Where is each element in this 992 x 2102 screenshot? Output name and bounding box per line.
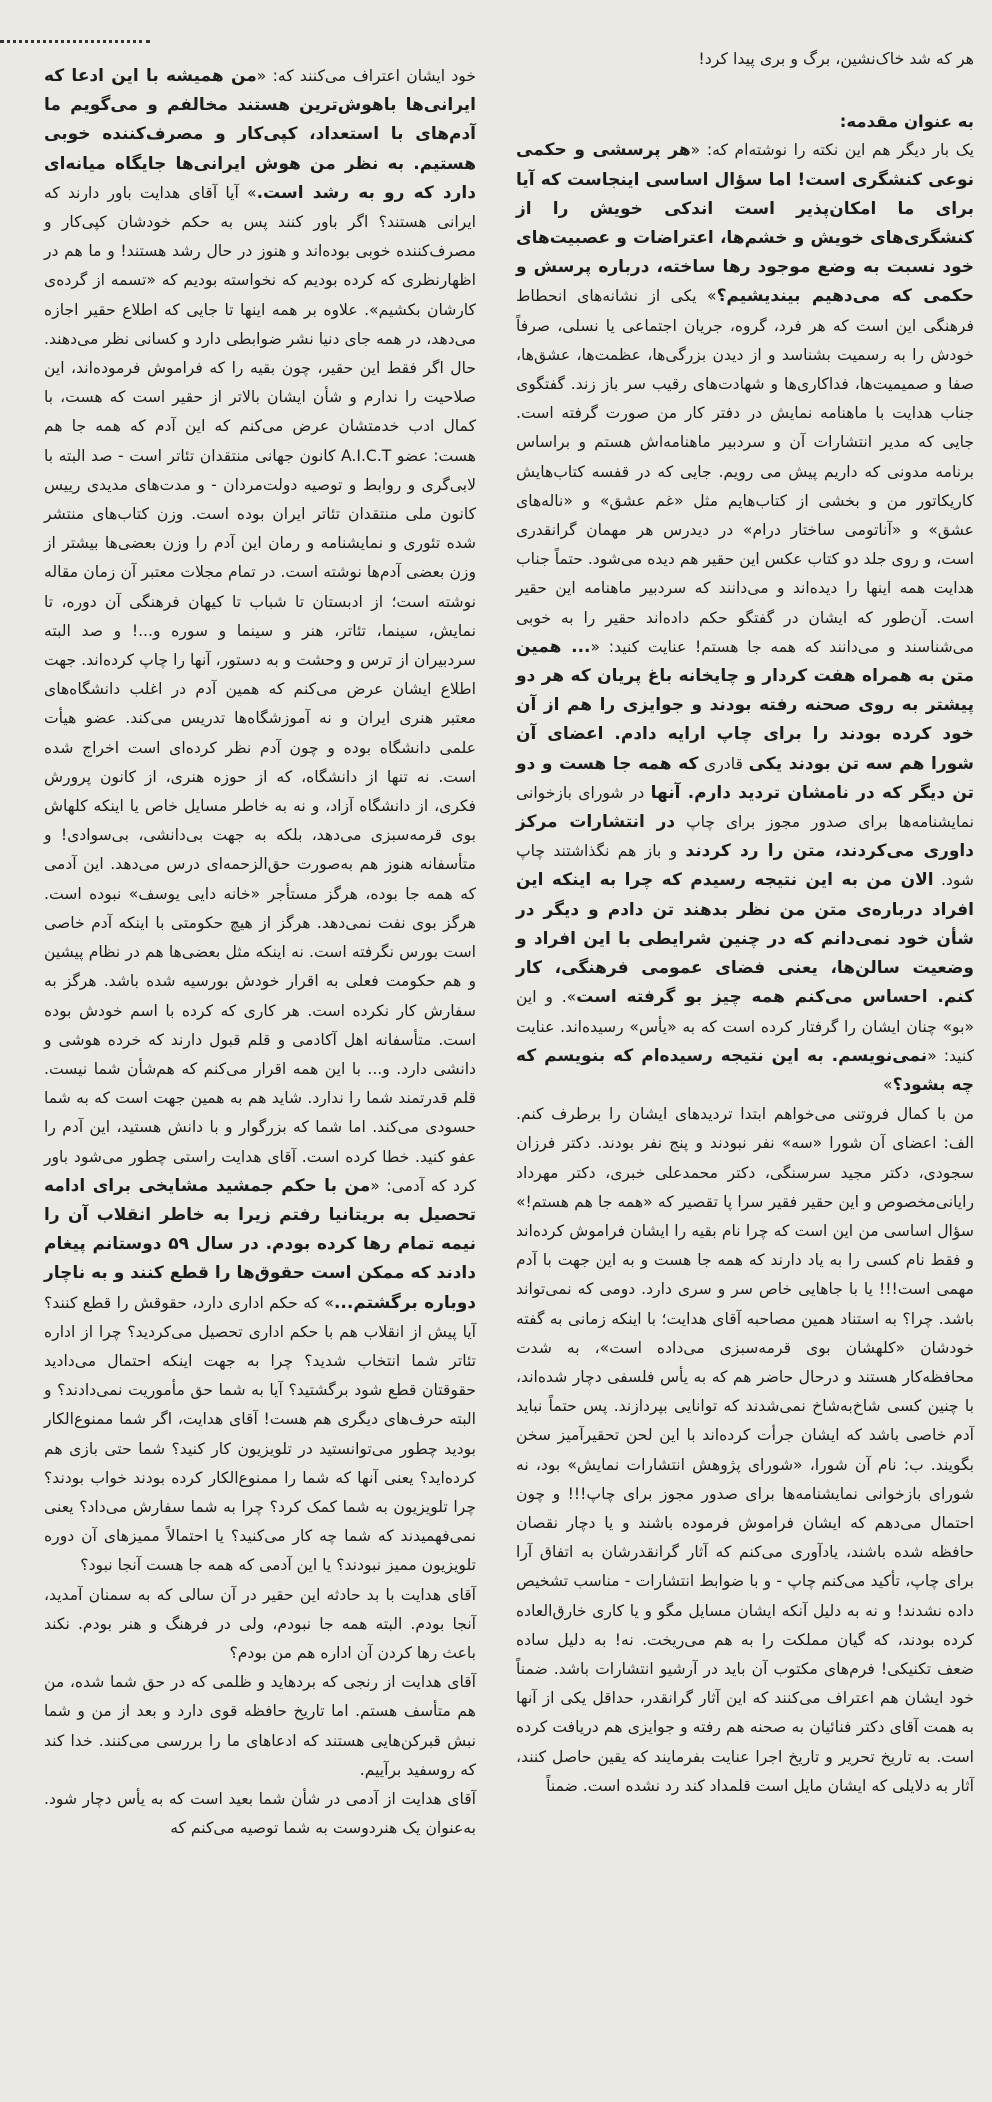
right-paragraph-2: من با کمال فروتنی می‌خواهم ابتدا تردیدهای ایشان را برطرف کنم. الف: اعضای آن شورا «سه» نفر نبودند و پنج نفر بودند. دکتر فرزان سجودی، دکتر مجید سرسنگی، دکتر محمدعلی خبری، دکتر مهرداد رایانی‌مخصوص و این حقیر فقیر سرا پا تقصیر که «همه جا هم هستم!» سؤال اساسی من این است که چرا نام بقیه را ایشان فراموش کرده‌اند و فقط نام کسی را به یاد دارند که همه جا هست و به این جهت با آدم مهمی است!!! یا با جاهایی خاص سر و سری دارد. دومی که نمی‌تواند باشد. چرا؟ به استناد همین مصاحبه آقای هدایت؛ با اینکه زمانی به گفته خودشان «کلهشان بوی قرمه‌سبزی می‌داده است»، به شدت محافظه‌کار هستند و درحال حاضر هم که به یأس فلسفی دچار شده‌اند، با چنین کسی شاخ‌به‌شاخ نمی‌شدند که توانایی بپردازند. پس حتماً نباید آدم خاصی باشد که ایشان جرأت کرده‌اند با این لحن تحقیرآمیز سخن بگویند. ب: نام آن شورا، «شورای پژوهش انتشارات نمایش» بود، نه شورای بازخوانی نمایشنامه‌ها برای صدور مجوز برای چاپ!!! و چون احتمال می‌دهم که ایشان فراموش فرموده باشند و یا دچار نقصان حافظه شده باشند، یادآوری می‌کنم که آثار گرانقدرشان به اتفاق آرا برای چاپ، تأکید می‌کنم چاپ - و با ضوابط انتشارات - مناسب تشخیص داده نشدند! و نه به دلیل آنکه ایشان مسایل مگو و یا کاری خارق‌العاده کرده بودند، که گیان مملکت را به هم می‌ریخت. نه! به دلیل ساده ضعف تکنیکی! فرم‌های مکتوب آن باید در آرشیو انتشارات باشد. ضمناً خود ایشان هم اعتراف می‌کنند که این آثار گرانقدر، حداقل یکی از آنها به همت آقای دکتر فنائیان به صحنه هم رفته و جوایزی هم دریافت کرده است. به تاریخ تحریر و تاریخ اجرا عنایت بفرمایند که یقین حاصل کنند، آثار به دلایلی که ایشان مایل است قلمداد کند رد نشده است. ضمناً <box>516 1105 974 1795</box>
right-paragraph-1 <box>516 136 974 1100</box>
text-run: » یکی از نشانه‌های انحطاط فرهنگی این است که هر فرد، گروه، جریان اجتماعی یا نسلی، صرفاً خودش را به رسمیت بشناسد و از دیدن بزرگی‌ها، عظمت‌ها، عشق‌ها، صفا و صمیمیت‌ها، فداکاری‌ها و شهادت‌های رقیب سر باز زند. گفتگوی جناب هدایت با ماهنامه نمایش در دفتر کار من صورت گرفته است. جایی که مدیر انتشارات آن و سردبیر ماهنامه‌اش هستم و براساس برنامه مدونی که داریم پیش می رویم. جایی که در قفسه کتاب‌هایش کاریکاتور من و بخشی از کتاب‌هایم مثل «غم عشق» و «ناله‌های عشق» و «آناتومی ساختار درام» در دیدرس هر مهمان گرانقدری است، و روی جلد دو کتاب عکس این حقیر هم دیده می‌شود. حتماً جناب هدایت همه اینها را دیده‌اند و می‌دانند که سردبیر ماهنامه این حقیر است. آن‌طور که ایشان در گفتگو حکم داده‌اند حقیر را به خوبی می‌شناسند و می‌دانند که همه جا هستم! عنایت کنید: « <box>516 287 974 656</box>
bold-run: که همه جا هست و دو تن دیگر که در نامشان تردید دارم. آنها <box>516 753 975 803</box>
text-run: و باز هم نگذاشتند چاپ شود. <box>516 842 974 890</box>
left-paragraph-1 <box>44 62 476 1581</box>
text-run: ». و این «بو» چنان ایشان را گرفتار کرده است که به «یأس» رسیده‌اند. عنایت کنید: « <box>516 988 974 1065</box>
bold-run: ... همین متن به همراه هفت کردار و چایخانه باغ پریان که هر دو پیشتر به روی صحنه رفته بودند و جوایزی را هم از آن خود کرده بودند را برای چاپ ارایه دادم. اعضای آن شورا هم سه تن بودند یکی <box>516 636 974 774</box>
bold-run: من با حکم جمشید مشایخی برای ادامه تحصیل به بریتانیا رفتم زیرا به خاطر انقلاب آن را نیمه تمام رها کرده بودم. در سال ۵۹ دوستانم پیغام دادند که ممکن است حقوق‌ها را قطع کنند و به ناچار دوباره برگشتم... <box>44 1175 476 1313</box>
bold-run: الان من به این نتیجه رسیدم که چرا به اینکه این افراد درباره‌ی متن من نظر بدهند تن دادم و دیگر در شأن خود نمی‌دانم که در چنین شرایطی با این افراد و وضعیت سالن‌ها، یعنی فضای عمومی فرهنگی، کار کنم. احساس می‌کنم همه چیز بو گرفته است <box>516 870 974 1008</box>
bold-run: نمی‌نویسم. به این نتیجه رسیده‌ام که بنویسم که چه بشود؟ <box>516 1045 974 1095</box>
text-run: خود ایشان اعتراف می‌کنند که: « <box>256 67 476 85</box>
text-run: در شورای بازخوانی نمایشنامه‌ها برای صدور مجوز برای چاپ <box>516 783 974 832</box>
left-paragraph-4: آقای هدایت از آدمی در شأن شما بعید است که به یأس دچار شود. به‌عنوان یک هنردوست به شما توصیه می‌کنم که <box>44 1789 476 1838</box>
section-heading: به عنوان مقدمه: <box>839 112 974 132</box>
text-run: » <box>883 1075 893 1094</box>
right-column <box>516 0 974 2102</box>
text-run: یک بار دیگر هم این نکته را نوشته‌ام که: « <box>690 141 974 160</box>
bold-run: من همیشه با این ادعا که ایرانی‌ها باهوش‌ترین هستند مخالفم و می‌گویم ما آدم‌های با استعداد، کپی‌کار و مصرف‌کننده خوبی هستیم. به نظر من هوش ایرانی‌ها جایگاه میانه‌ای دارد که رو به رشد است. <box>44 66 476 203</box>
left-paragraph-2: آقای هدایت با بد حادثه این حقیر در آن سالی که به سمنان آمدید، آنجا بودم. البته همه جا نبودم، ولی در فرهنگ و هنر بودم. نکند باعث رها کردن آن اداره هم من بودم؟ <box>44 1585 476 1662</box>
bold-run: هر پرسشی و حکمی نوعی کنشگری است! اما سؤال اساسی اینجاست که آیا برای ما امکان‌پذیر است اندکی خویش را از کنشگری‌های خویش و خشم‌ها، اعتراضات و عصبیت‌های خود نسبت به وضع موجود رها ساخته، درباره پرسش و حکمی که می‌دهیم بیندیشیم؟ <box>516 140 974 307</box>
left-paragraph-3: آقای هدایت از رنجی که بردهاید و ظلمی که در حق شما شده، من هم متأسف هستم. اما تاریخ حافظه قوی دارد و بعد از من و شما نبش قبرکن‌هایی هستند که ادعاهای ما را بررسی می‌کنند. خدا کند که روسفید برآییم. <box>44 1673 476 1779</box>
text-run: » آیا آقای هدایت باور دارند که ایرانی هستند؟ اگر باور کنند پس به حکم خودشان کپی‌کار و مصرف‌کننده خوبی بوده‌اند و هنوز در حال رشد هستند! و ما هم در اظهارنظری که کرده بودیم که نخواسته بودیم که «تسمه از گرده‌ی کارشان بکشیم». علاوه بر همه اینها تا جایی که اطلاع حقیر اجازه می‌دهد، در همه جای دنیا نشر ضوابطی دارد و کسانی نظر می‌دهند. حال اگر فقط این حقیر، چون بقیه را که فراموش فرموده‌اند، این صلاحیت را ندارم و شأن ایشان بالاتر از حقیر است که هست، با کمال ادب خدمتشان عرض می‌کنم که این آدم که همه جا هم هست: عضو A.I.C.T کانون جهانی منتقدان تئاتر است - صد البته با لابی‌گری و روابط و توصیه دولت‌مردان - و مدت‌های مدیدی رییس کانون ملی منتقدان تئاتر ایران بوده است. وزن کتاب‌های منتشر شده تئوری و نمایشنامه و رمان این آدم را وزن بعضی‌ها بیشتر از وزن بعضی آدم‌ها نوشته است. در تمام مجلات معتبر آن زمان مقاله نوشته است؛ از ادبستان تا شباب تا کیهان فرهنگی آن دوره، تا نمایش، سینما، تئاتر، هنر و سینما و سوره و...! و صد البته سردبیران از ترس و وحشت و به دستور، آنها را چاپ کرده‌اند. جهت اطلاع ایشان عرض می‌کنم که همین آدم در اغلب دانشگاه‌های معتبر هنری ایران و نه آموزشگاه‌ها تدریس می‌کند. عضو هیأت علمی دانشگاه بوده و چون آدم نظر کرده‌ای است اخراج شده است. نه تنها از دانشگاه، که از حوزه هنری، از کانون پرورش فکری، از دانشگاه آزاد، و نه به خاطر مسایل خاص یا اینکه کلهاش بوی قرمه‌سبزی می‌دهد، بلکه به جهت بی‌دانشی، بی‌سوادی! و متأسفانه هنوز هم به‌صورت حق‌الزحمه‌ای درس می‌دهد. این آدمی که همه جا بوده، هرگز مستأجر «خانه دایی یوسف» نبوده است. هرگز بوی نفت نمی‌دهد. هرگز از هیچ حکومتی با اینکه آدم خاصی است بورس نگرفته است. نه اینکه مثل بعضی‌ها هم در نظام پیشین و هم حکومت فعلی به اقرار خودش بورسیه شده باشد. هرگز به سفارش کار نکرده است. هر کاری که کرده با اسم خودش بوده است. متأسفانه اهل آکادمی و قلم قبول دارند که خرده هوشی و دانشی دارد. و... با این همه اقرار می‌کنم که هم‌شأن شما نیست. قلم قدرتمند شما را ندارد. شاید هم به همین جهت است که به شما حسودی می‌کند. اما شما که بزرگوار و با دانش هستید، این آدم را عفو کنید. خطا کرده است. آقای هدایت راستی چطور می‌شود باور کرد که آدمی: « <box>44 183 477 1195</box>
text-run: » که حکم اداری دارد، حقوقش را قطع کنند؟ آیا پیش از انقلاب هم با حکم اداری تحصیل می‌کردید؟ چرا از اداره تئاتر شما انتخاب شدید؟ چرا به جهت اینکه احتمال می‌دادید حقوقتان قطع شود برگشتید؟ آیا به شما حق مأموریت نمی‌دادند؟ و البته حرف‌های دیگری هم هست! آقای هدایت، اگر شما ممنوع‌الکار بودید چطور می‌توانستید در تلویزیون کار کنید؟ شما حتی بازی هم کرده‌اید؟ یعنی آنها که شما را ممنوع‌الکار کرده بودند خواب بودند؟ چرا تلویزیون به شما کمک کرد؟ چرا به شما سفارش می‌داد؟ یعنی نمی‌فهمیدند که شما چه کار می‌کنید؟ یا احتمالاً ممیزهای آن دوره تلویزیون ممیز نبودند؟ یا این آدمی که همه جا هست آنجا نبود؟ <box>44 1293 476 1575</box>
left-column <box>44 0 476 2102</box>
intro-line: هر که شد خاک‌نشین، برگ و بری پیدا کرد! <box>698 49 974 68</box>
bold-run: در انتشارات مرکز داوری می‌کردند، متن را رد کردند <box>516 812 974 862</box>
text-run: قادری <box>698 754 749 773</box>
